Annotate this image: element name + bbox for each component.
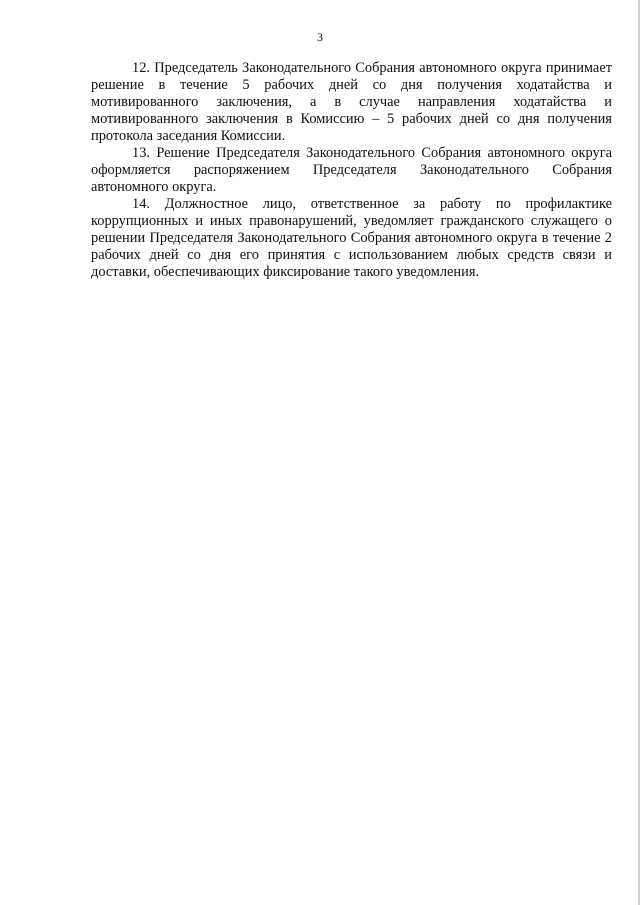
paragraph-12: 12. Председатель Законодательного Собрания автономного округа принимает решение в течение 5 рабочих дней со дня получения ходатайства и мотивированного заключения, а в случае направления ходатайства и мотивированного заключения в Комиссию – 5 рабочих дней со дня получения протокола заседания Комиссии. bbox=[91, 60, 612, 144]
paragraph-13: 13. Решение Председателя Законодательного Собрания автономного округа оформляется распоряжением Председателя Законодательного Собрания автономного округа. bbox=[91, 145, 612, 195]
paragraph-14: 14. Должностное лицо, ответственное за работу по профилактике коррупционных и иных правонарушений, уведомляет гражданского служащего о решении Председателя Законодательного Собрания автономного округа в течение 2 рабочих дней со дня его принятия с использованием любых средств связи и доставки, обеспечивающих фиксирование такого уведомления. bbox=[91, 196, 612, 280]
page-number: 3 bbox=[317, 30, 323, 44]
document-body bbox=[91, 60, 612, 281]
